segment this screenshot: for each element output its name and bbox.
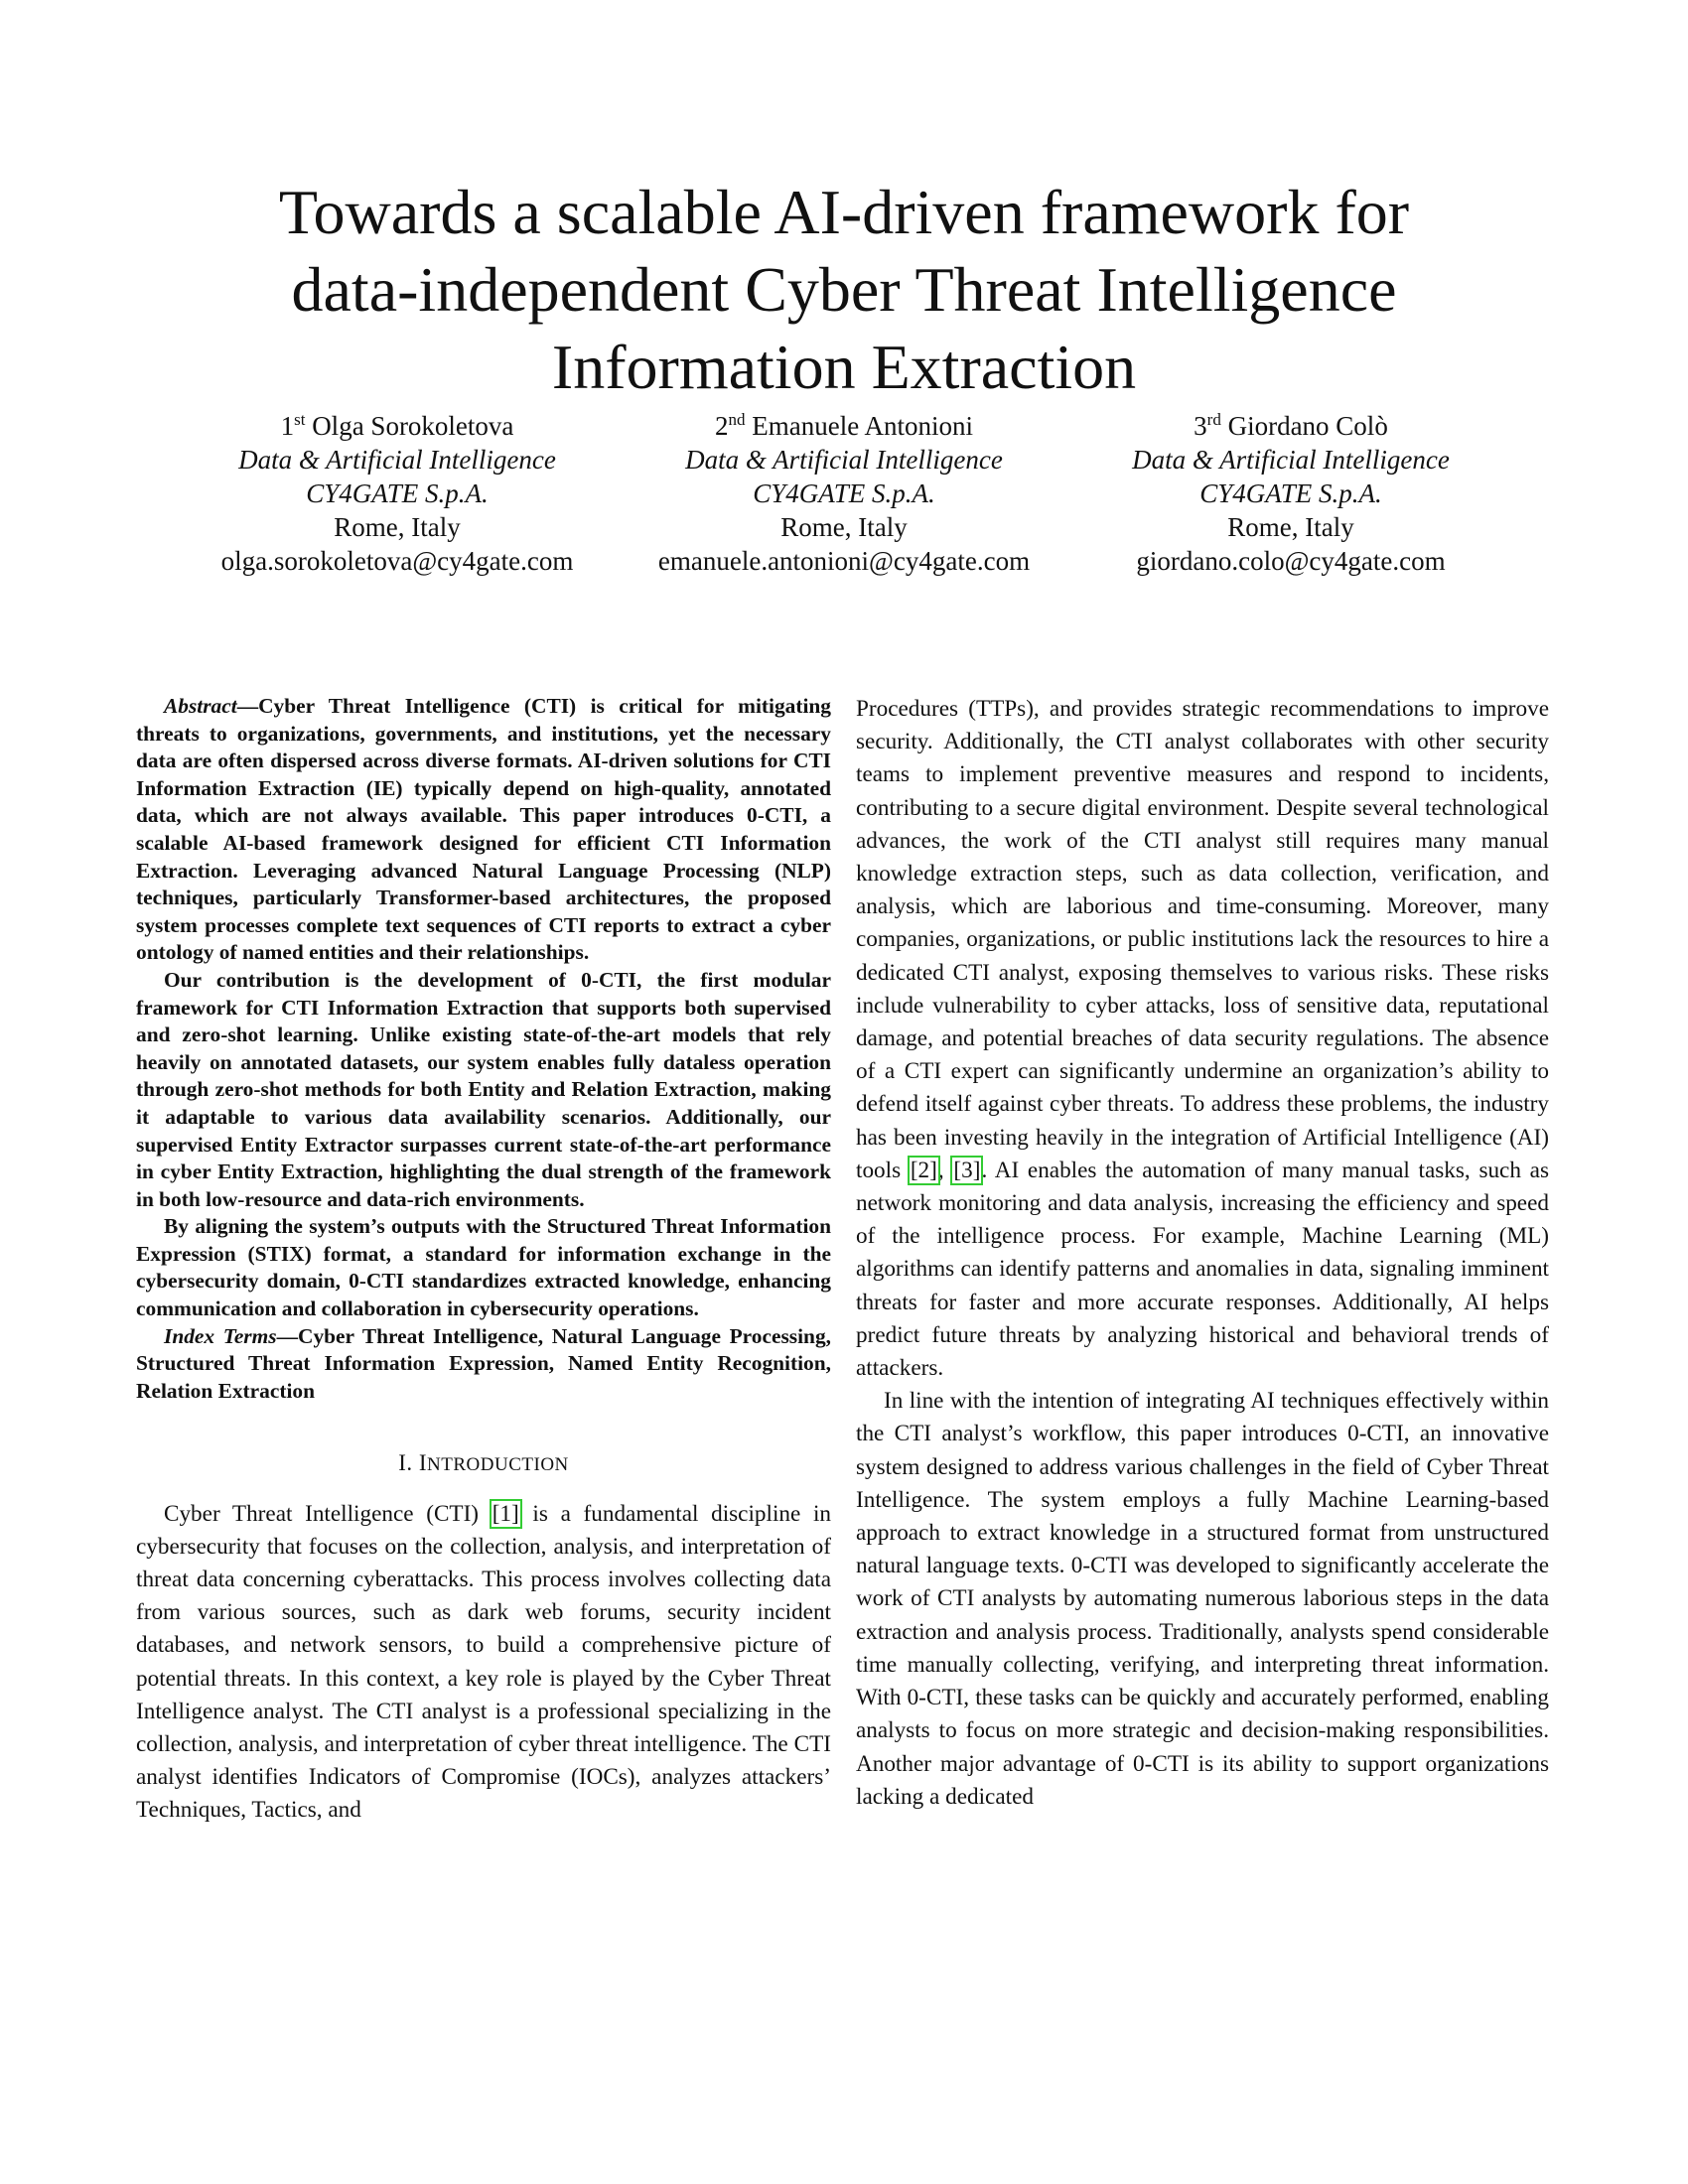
author-organization: CY4GATE S.p.A. [1199, 478, 1382, 508]
citation-link[interactable]: [2] [910, 1157, 937, 1183]
author-location: Rome, Italy [780, 512, 908, 542]
abstract-paragraph [136, 693, 831, 967]
abstract [136, 693, 831, 1323]
citation-link[interactable]: [1] [492, 1500, 519, 1527]
author-ordinal: 2 [715, 411, 729, 441]
introduction-body [136, 1498, 831, 1828]
paper-title [139, 174, 1549, 406]
index-terms-lead: Index Terms [164, 1323, 277, 1348]
author-organization: CY4GATE S.p.A. [306, 478, 489, 508]
author-name: Emanuele Antonioni [752, 411, 973, 441]
introduction-body-continued [856, 693, 1549, 1814]
author-department: Data & Artificial Intelligence [238, 445, 556, 475]
body-text-span: Procedures (TTPs), and provides strategic recommendations to improve security. Additionally, the CTI analyst collaborates with other security teams to implement preventive measures and respond to incidents, contributing to a secure digital environment. Despite several technological advances, the work of the CTI analyst still requires many manual knowledge extraction steps, such as data collection, verification, and analysis, which are laborious and time-consuming. Moreover, many companies, organizations, or public institutions lack the resources to hire a dedicated CTI analyst, exposing themselves to various risks. These risks include vulnerability to cyber attacks, loss of sensitive data, reputational damage, and potential breaches of data security regulations. The absence of a CTI expert can significantly undermine an organization’s ability to defend itself against cyber threats. To address these problems, the industry has been investing heavily in the integration of Artificial Intelligence (AI) tools [856, 696, 1549, 1183]
section-number: I. I [398, 1450, 428, 1476]
author-name-line [631, 403, 1057, 443]
body-text-span: is a fundamental discipline in cybersecurity that focuses on the collection, analysis, and interpretation of threat data concerning cyberattacks. This process involves collecting data from various sources, such as dark web forums, security incident databases, and network sensors, to build a comprehensive picture of potential threats. In this context, a key role is played by the Cyber Threat Intelligence analyst. The CTI analyst is a professional specializing in the collection, analysis, and interpretation of cyber threat intelligence. The CTI analyst identifies Indicators of Compromise (IOCs), analyzes attackers’ Techniques, Tactics, and [136, 1500, 831, 1824]
title-line: Information Extraction [551, 331, 1137, 402]
author-ordinal-suffix: nd [728, 410, 746, 429]
title-line: Towards a scalable AI-driven framework for [278, 176, 1410, 247]
author-ordinal: 1 [280, 411, 295, 441]
author-ordinal: 3 [1194, 411, 1207, 441]
author-ordinal-suffix: st [294, 410, 306, 429]
body-text-span: , [937, 1157, 953, 1183]
citation-link[interactable]: [3] [953, 1157, 981, 1183]
left-column [136, 693, 831, 1828]
body-paragraph [136, 1498, 831, 1828]
author-email: emanuele.antonioni@cy4gate.com [657, 546, 1031, 576]
author-ordinal-suffix: rd [1206, 410, 1221, 429]
abstract-text: —Cyber Threat Intelligence (CTI) is critical for mitigating threats to organizations, governments, and institutions, yet the necessary data are often dispersed across diverse formats. AI-driven solutions for CTI Information Extraction (IE) typically depend on high-quality, annotated data, which are not always available. This paper introduces 0-CTI, a scalable AI-based framework designed for efficient CTI Information Extraction. Leveraging advanced Natural Language Processing (NLP) techniques, particularly Transformer-based architectures, the proposed system processes complete text sequences of CTI reports to extract a cyber ontology of named entities and their relationships. [136, 694, 831, 965]
author-department: Data & Artificial Intelligence [1132, 445, 1450, 475]
author-location: Rome, Italy [334, 512, 461, 542]
author-name-line [184, 403, 611, 443]
index-terms-text: —Cyber Threat Intelligence, Natural Language Processing, Structured Threat Information Expression, Named Entity Recognition, Relation Extraction [136, 1323, 832, 1403]
author-email: olga.sorokoletova@cy4gate.com [220, 546, 574, 576]
author-name-line [1077, 403, 1504, 443]
author-block [184, 403, 611, 578]
body-paragraph [856, 693, 1549, 1385]
section-title: NTRODUCTION [427, 1454, 569, 1476]
index-terms [136, 1323, 831, 1406]
author-email: giordano.colo@cy4gate.com [1136, 546, 1446, 576]
author-name: Olga Sorokoletova [312, 411, 514, 441]
author-block [631, 403, 1057, 578]
abstract-lead: Abstract [164, 694, 237, 718]
body-text-span: Cyber Threat Intelligence (CTI) [164, 1500, 492, 1527]
author-name: Giordano Colò [1227, 411, 1388, 441]
title-line: data-independent Cyber Threat Intelligence [291, 253, 1397, 325]
author-block [1077, 403, 1504, 578]
body-paragraph: In line with the intention of integrating AI techniques effectively within the CTI analyst’s workflow, this paper introduces 0-CTI, an innovative system designed to address various challenges in the field of Cyber Threat Intelligence. The system employs a fully Machine Learning-based approach to extract knowledge in a structured format from unstructured natural language texts. 0-CTI was developed to significantly accelerate the work of CTI analysts by automating numerous laborious steps in the data extraction and analysis process. Traditionally, analysts spend considerable time manually collecting, verifying, and interpreting threat information. With 0-CTI, these tasks can be quickly and accurately performed, enabling analysts to focus on more strategic and decision-making responsibilities. Another major advantage of 0-CTI is its ability to support organizations lacking a dedicated [856, 1388, 1549, 1810]
abstract-paragraph: Our contribution is the development of 0-CTI, the first modular framework for CTI Information Extraction that supports both supervised and zero-shot learning. Unlike existing state-of-the-art models that rely heavily on annotated datasets, our system enables fully dataless operation through zero-shot methods for both Entity and Relation Extraction, making it adaptable to various data availability scenarios. Additionally, our supervised Entity Extractor surpasses current state-of-the-art performance in cyber Entity Extraction, highlighting the dual strength of the framework in both low-resource and data-rich environments. [136, 967, 831, 1211]
author-department: Data & Artificial Intelligence [685, 445, 1003, 475]
author-location: Rome, Italy [1227, 512, 1354, 542]
author-organization: CY4GATE S.p.A. [753, 478, 935, 508]
abstract-paragraph: By aligning the system’s outputs with the Structured Threat Information Expression (STIX) format, a standard for information exchange in the cybersecurity domain, 0-CTI standardizes extracted knowledge, enhancing communication and collaboration in cybersecurity operations. [136, 1214, 831, 1321]
body-text-span: . AI enables the automation of many manual tasks, such as network monitoring and data analysis, increasing the efficiency and speed of the intelligence process. For example, Machine Learning (ML) algorithms can identify patterns and anomalies in data, signaling imminent threats for faster and more accurate responses. Additionally, AI helps predict future threats by analyzing historical and behavioral trends of attackers. [856, 1157, 1549, 1382]
section-heading-introduction [136, 1446, 831, 1481]
right-column [856, 693, 1549, 1814]
